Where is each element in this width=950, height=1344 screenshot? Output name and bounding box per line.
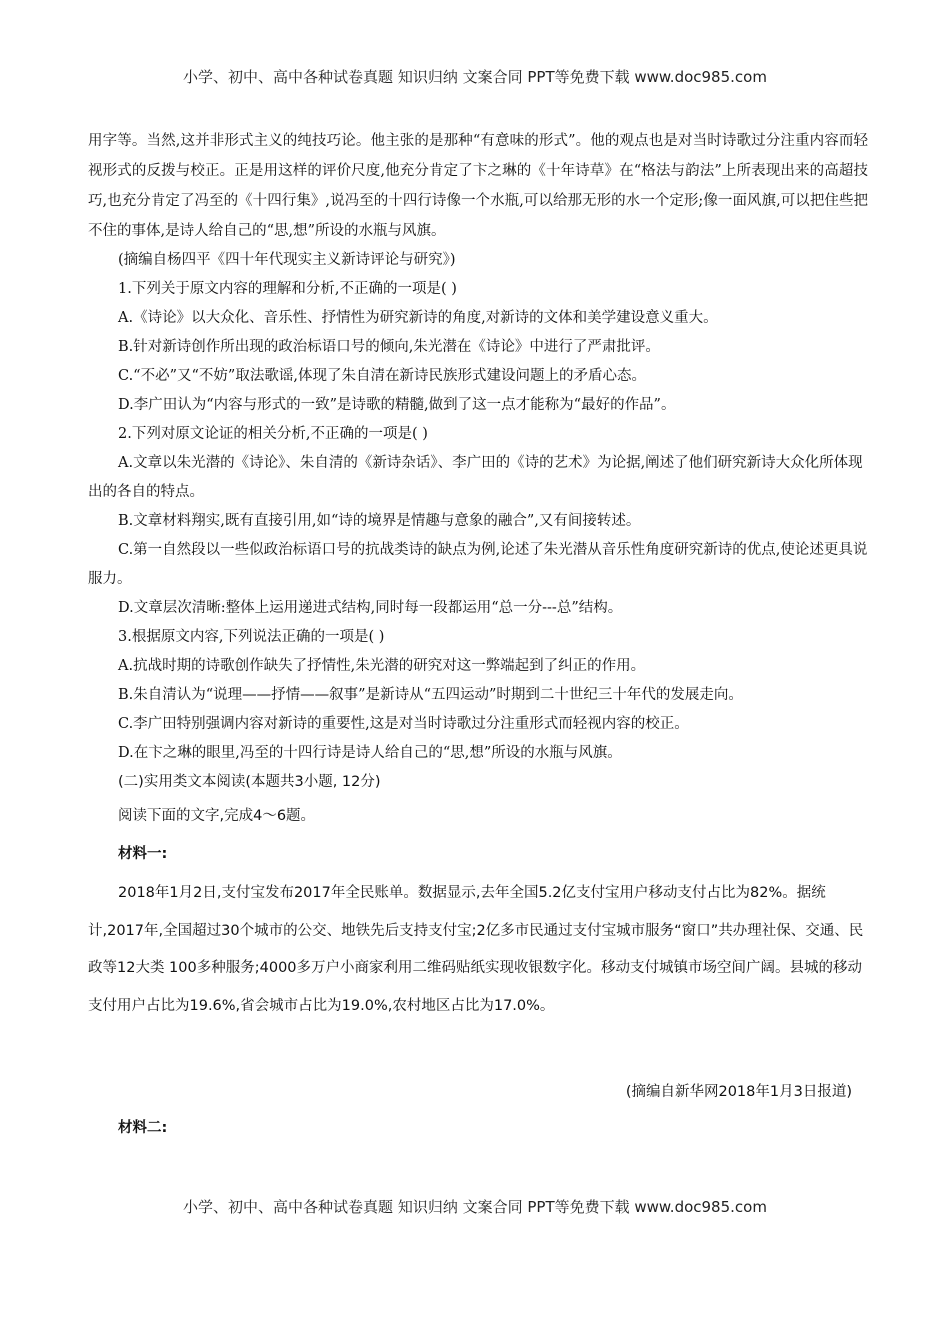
document-body xyxy=(88,126,868,1143)
material2-label: 材料二: xyxy=(118,1120,168,1136)
q3-option-c: C.李广田特别强调内容对新诗的重要性,这是对当时诗歌过分注重形式而轻视内容的校正。 xyxy=(118,716,689,732)
material1-label: 材料一: xyxy=(118,846,168,862)
page-header: 小学、初中、高中各种试卷真题 知识归纳 文案合同 PPT等免费下载 www.doc985.com xyxy=(183,68,767,86)
q2-option-a: A.文章以朱光潜的《诗论》、朱自清的《新诗杂话》、李广田的《诗的艺术》为论据,阐述了他们研究新诗大众化所体现出的各自的特点。 xyxy=(88,455,863,500)
section2-title: (二)实用类文本阅读(本题共3小题, 12分) xyxy=(118,774,381,790)
q3-option-d: D.在卞之琳的眼里,冯至的十四行诗是诗人给自己的“思,想”所设的水瓶与风旗。 xyxy=(118,745,622,761)
intro-source: (摘编自杨四平《四十年代现实主义新诗评论与研究》) xyxy=(118,252,456,268)
q1-option-a: A.《诗论》以大众化、音乐性、抒情性为研究新诗的角度,对新诗的文体和美学建设意义重大。 xyxy=(118,310,718,326)
q2-option-d: D.文章层次清晰:整体上运用递进式结构,同时每一段都运用“总一分---总”结构。 xyxy=(118,600,623,616)
q1-option-b: B.针对新诗创作所出现的政治标语口号的倾向,朱光潜在《诗论》中进行了严肃批评。 xyxy=(118,339,660,355)
q2-option-c: C.第一自然段以一些似政治标语口号的抗战类诗的缺点为例,论述了朱光潜从音乐性角度研究新诗的优点,使论述更具说服力。 xyxy=(88,542,868,587)
q1-option-c: C.“不必”又“不妨”取法歌谣,体现了朱自清在新诗民族形式建设问题上的矛盾心态。 xyxy=(118,368,646,384)
material1-text: 2018年1月2日,支付宝发布2017年全民账单。数据显示,去年全国5.2亿支付宝用户移动支付占比为82%。据统计,2017年,全国超过30个城市的公交、地铁先后支持支付宝;2亿多市民通过支付宝城市服务“窗口”共办理社保、交通、民政等12大类 100多种服务;4000多万户小商家利用二维码贴纸实现收银数字化。移动支付城镇市场空间广阔。县城的移动支付用户占比为19.6%,省会城市占比为19.0%,农村地区占比为17.0%。 xyxy=(88,885,864,1014)
q2-stem: 2.下列对原文论证的相关分析,不正确的一项是( ) xyxy=(118,426,428,442)
q3-option-b: B.朱自清认为“说理——抒情——叙事”是新诗从“五四运动”时期到二十世纪三十年代的发展走向。 xyxy=(118,687,743,703)
q1-option-d: D.李广田认为“内容与形式的一致”是诗歌的精髓,做到了这一点才能称为“最好的作品”。 xyxy=(118,397,676,413)
page-footer: 小学、初中、高中各种试卷真题 知识归纳 文案合同 PPT等免费下载 www.doc985.com xyxy=(183,1198,767,1216)
material1-source: (摘编自新华网2018年1月3日报道) xyxy=(625,1084,852,1100)
q1-stem: 1.下列关于原文内容的理解和分析,不正确的一项是( ) xyxy=(118,281,457,297)
q3-stem: 3.根据原文内容,下列说法正确的一项是( ) xyxy=(118,629,385,645)
section2-instruction: 阅读下面的文字,完成4～6题。 xyxy=(118,808,316,824)
q2-option-b: B.文章材料翔实,既有直接引用,如“诗的境界是情趣与意象的融合”,又有间接转述。 xyxy=(118,513,641,529)
intro-paragraph: 用字等。当然,这并非形式主义的纯技巧论。他主张的是那种“有意味的形式”。他的观点也是对当时诗歌过分注重内容而轻视形式的反拨与校正。正是用这样的评价尺度,他充分肯定了卞之琳的《十年诗草》在“格法与韵法”上所表现出来的高超技巧,也充分肯定了冯至的《十四行集》,说冯至的十四行诗像一个水瓶,可以给那无形的水一个定形;像一面风旗,可以把住些把不住的事体,是诗人给自己的“思,想”所设的水瓶与风旗。 xyxy=(88,133,868,239)
q3-option-a: A.抗战时期的诗歌创作缺失了抒情性,朱光潜的研究对这一弊端起到了纠正的作用。 xyxy=(118,658,646,674)
